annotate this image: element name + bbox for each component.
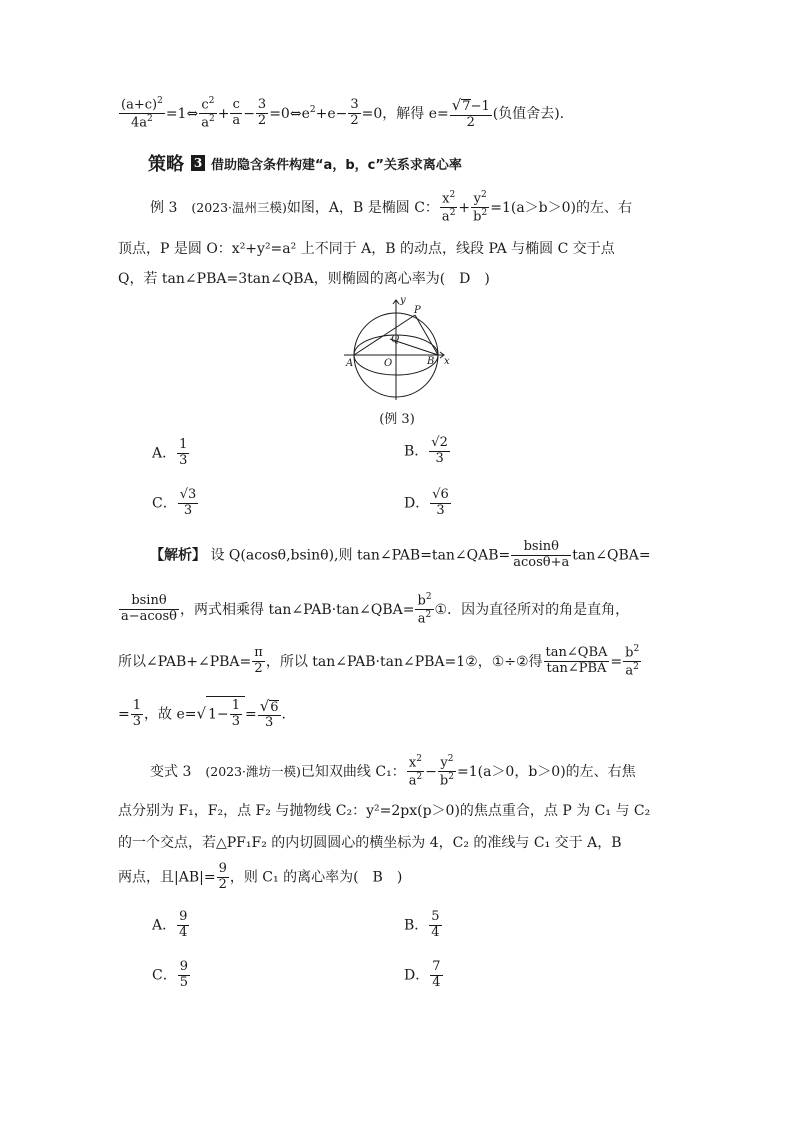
- fraction: $\frac{\pi}{2}$: [254, 645, 263, 677]
- variant-option-b: B． $\frac{5}{4}$: [404, 909, 440, 940]
- fraction: $\frac{bsin\theta}{acos\theta+a}$: [513, 539, 570, 570]
- option-d: D． $\frac{√6}{3}$: [404, 487, 449, 518]
- analysis-line-1: 【解析】 设 Q(acosθ,bsinθ),则 tan∠PAB=tan∠QAB= $\frac{bsin\theta}{acos\theta+a}$ tan∠QBA=: [150, 539, 651, 570]
- example-line-3: Q，若 tan∠PBA=3tan∠QBA，则椭圆的离心率为( D ): [118, 271, 490, 287]
- label-O: O: [384, 358, 393, 369]
- ellipse-circle-figure: [340, 292, 460, 402]
- top-equation-line: $\frac{(a+c)^2}{4a^2}$ =1⇔ $\frac{c^2}{a^2}$ + $\frac{c}{a}$ − $\frac{3}{2}$ $=0\Leftrightarrow e^2+e-$ $\frac{3}{2}$ =0，解得 e= $\frac{√7-1}{2}$ (负值舍去).: [121, 95, 565, 131]
- example-line-1: 例 3 (2023·温州三模)如图，A，B 是椭圆 C： $\frac{x^2}{a^2}$ + $\frac{y^2}{b^2}$ =1(a＞b＞0)的左、右: [150, 190, 632, 225]
- strategy-tag: 策略: [148, 154, 184, 175]
- fraction: $\frac{y^2}{b^2}$: [473, 190, 488, 225]
- fraction: $\frac{√7-1}{2}$: [451, 95, 490, 130]
- figure-caption: (例 3): [379, 412, 415, 427]
- example-line-2: 顶点，P 是圆 O：x²+y²=a² 上不同于 A，B 的动点，线段 PA 与椭圆 C 交于点: [118, 241, 615, 257]
- variant-option-a: A． $\frac{9}{4}$: [152, 909, 188, 940]
- label-x: x: [444, 356, 450, 367]
- fraction: $\frac{3}{2}$: [350, 97, 359, 129]
- variant-line-3: 的一个交点，若△PF₁F₂ 的内切圆圆心的横坐标为 4，C₂ 的准线与 C₁ 交于 A，B: [118, 835, 622, 851]
- option-c: C． $\frac{√3}{3}$: [152, 487, 197, 518]
- analysis-line-4: = $\frac{1}{3}$ ，故 e=√ 1− $\frac{1}{3}$ = $\frac{√6}{3}$ .: [118, 696, 286, 731]
- analysis-line-3: 所以∠PAB+∠PBA= $\frac{\pi}{2}$ ，所以 tan∠PAB·tan∠PBA=1②，①÷②得 $\frac{\text{tan∠QBA}}{\text{tan∠PBA}}$ = $\frac{b^2}{a^2}$: [118, 644, 640, 679]
- label-P: P: [414, 305, 421, 316]
- fraction: $\frac{1}{3}$: [132, 698, 142, 729]
- fraction: $\frac{b^2}{a^2}$: [417, 592, 432, 627]
- analysis-label: 【解析】: [150, 547, 206, 564]
- variant-line-4: 两点，且|AB|= $\frac{9}{2}$ ，则 C₁ 的离心率为( B ): [118, 861, 403, 892]
- variant-label: 变式 3: [150, 763, 192, 780]
- label-A: A: [346, 358, 354, 369]
- label-Q: Q: [391, 334, 400, 345]
- fraction: $\frac{√6}{3}$: [259, 696, 279, 731]
- fraction: $\frac{c^2}{a^2}$: [201, 96, 215, 131]
- strategy-heading: [148, 150, 462, 176]
- variant-option-c: C． $\frac{9}{5}$: [152, 959, 188, 990]
- fraction: $\frac{x^2}{a^2}$: [408, 754, 423, 789]
- variant-option-d: D． $\frac{7}{4}$: [404, 959, 441, 990]
- strategy-title: 借助隐含条件构建“a，b，c”关系求离心率: [211, 157, 462, 173]
- option-b: B． $\frac{√2}{3}$: [404, 435, 448, 466]
- fraction: $\frac{9}{2}$: [218, 861, 227, 892]
- fraction: $\frac{(a+c)^2}{4a^2}$: [121, 96, 163, 131]
- label-y: y: [400, 295, 406, 306]
- fraction: $\frac{x^2}{a^2}$: [441, 190, 456, 225]
- segment-PA: [354, 315, 415, 355]
- variant-line-2: 点分别为 F₁，F₂，点 F₂ 与抛物线 C₂：y²=2px(p＞0)的焦点重合，点 P 为 C₁ 与 C₂: [118, 803, 651, 819]
- analysis-line-2: $\frac{bsin\theta}{a-acos\theta}$ ，两式相乘得 tan∠PAB·tan∠QBA= $\frac{b^2}{a^2}$ ①．因为直径所对的角是直角，: [121, 592, 630, 627]
- fraction: $\frac{3}{2}$: [257, 97, 267, 129]
- fraction: $\frac{bsin\theta}{a-acos\theta}$: [121, 593, 177, 625]
- example-label: 例 3: [150, 199, 178, 216]
- fraction: $\frac{c}{a}$: [232, 97, 241, 129]
- label-B: B: [427, 356, 435, 367]
- option-a: A． $\frac{1}{3}$: [152, 437, 188, 468]
- fraction: $\frac{\text{tan∠QBA}}{\text{tan∠PBA}}$: [545, 645, 608, 677]
- variant-line-1: 变式 3 (2023·潍坊一模)已知双曲线 C₁： $\frac{x^2}{a^2}$ − $\frac{y^2}{b^2}$ =1(a＞0，b＞0)的左、右焦: [150, 754, 636, 789]
- fraction: $\frac{b^2}{a^2}$: [625, 644, 640, 679]
- strategy-number: 3: [191, 155, 205, 171]
- fraction: $\frac{y^2}{b^2}$: [439, 754, 454, 789]
